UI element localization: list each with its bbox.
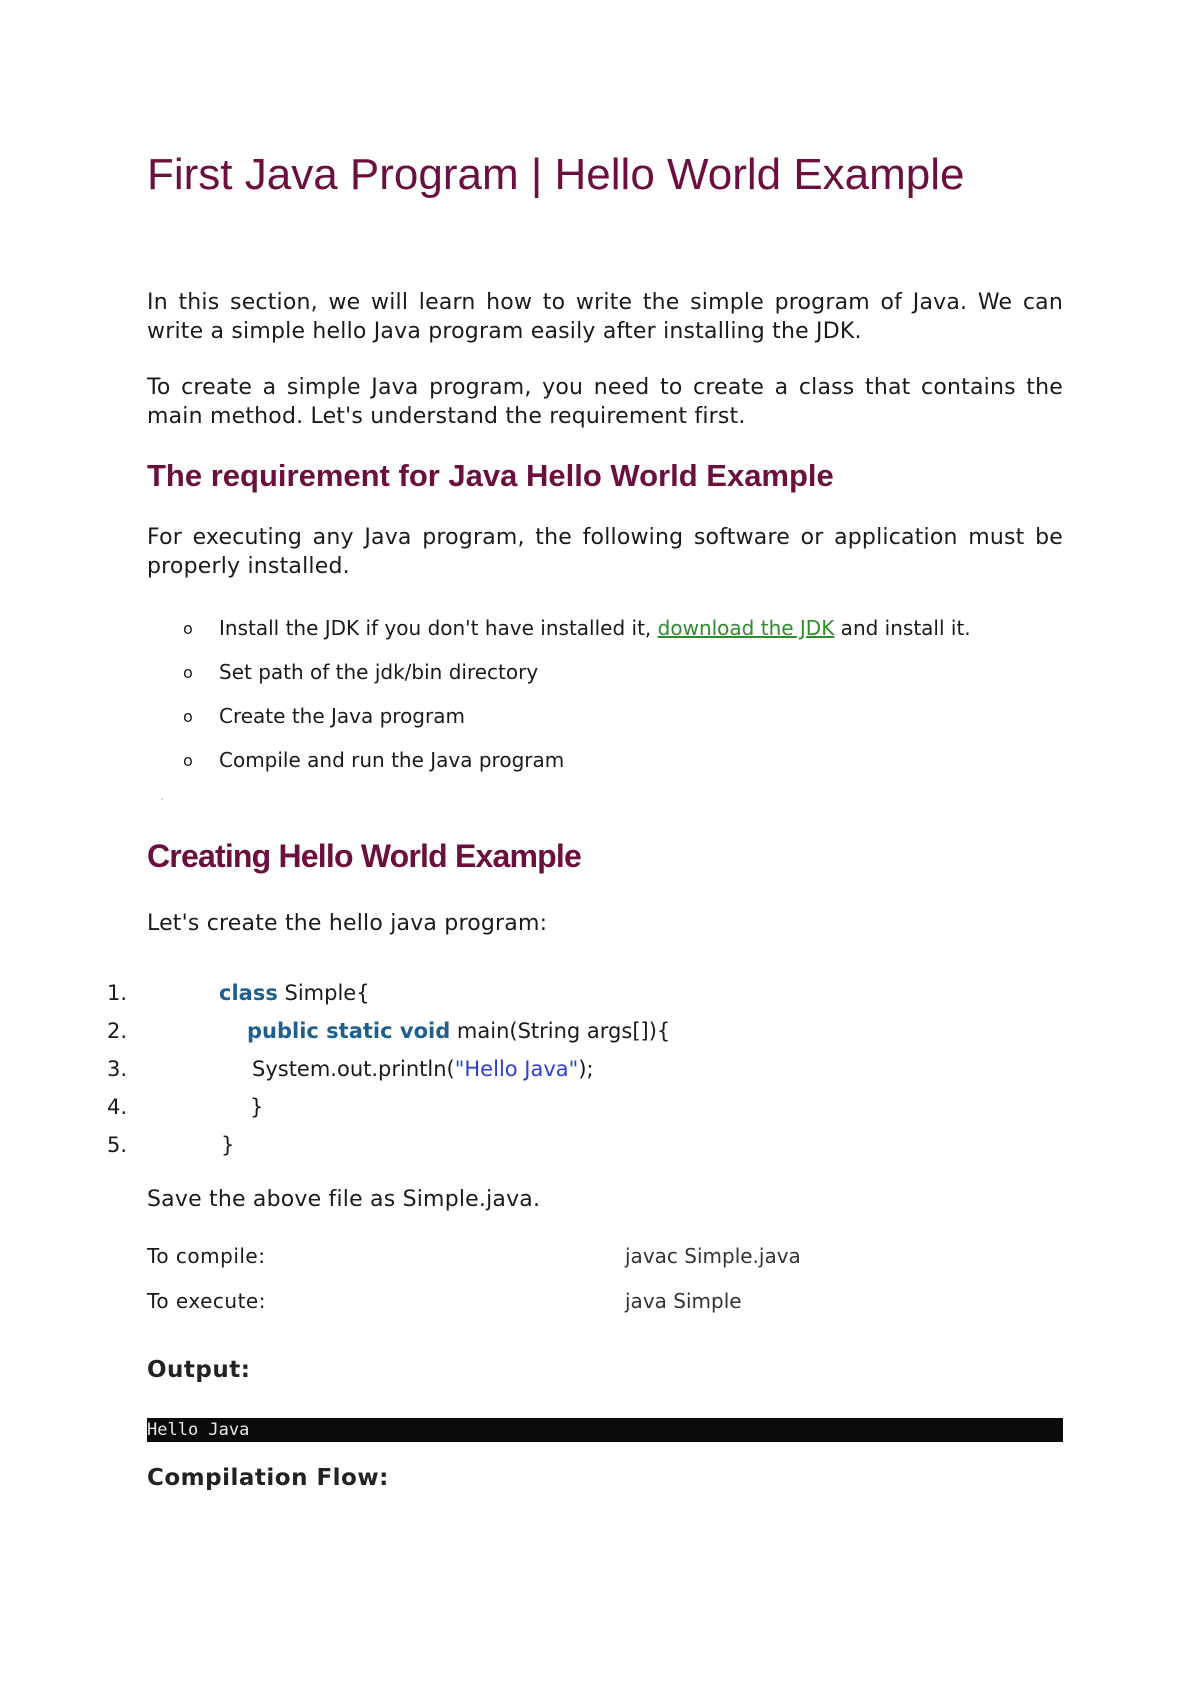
stray-mark bbox=[161, 798, 163, 800]
line-number: 4. bbox=[106, 1095, 127, 1119]
requirement-text: For executing any Java program, the following software or application must be properly installed. bbox=[147, 525, 1063, 579]
compile-command: javac Simple.java bbox=[625, 1244, 801, 1268]
compile-label: To compile: bbox=[147, 1244, 266, 1268]
requirement-heading: The requirement for Java Hello World Example bbox=[147, 458, 834, 493]
line-number: 1. bbox=[106, 981, 127, 1005]
execute-row bbox=[147, 1286, 1063, 1316]
list-item-text: Compile and run the Java program bbox=[219, 748, 565, 772]
code-text: } bbox=[250, 1095, 264, 1119]
code-keyword: public static void bbox=[247, 1019, 451, 1043]
code-text: System.out.println( bbox=[252, 1057, 455, 1081]
bullet-marker: o bbox=[183, 663, 193, 682]
bullet-marker: o bbox=[183, 619, 193, 638]
code-text: ); bbox=[578, 1057, 594, 1081]
list-item-text: Set path of the jdk/bin directory bbox=[219, 660, 539, 684]
output-heading: Output: bbox=[147, 1357, 251, 1383]
page-title: First Java Program | Hello World Example bbox=[147, 150, 965, 199]
output-console: Hello Java bbox=[147, 1418, 1063, 1442]
line-number: 3. bbox=[106, 1057, 127, 1081]
execute-label: To execute: bbox=[147, 1289, 266, 1313]
download-jdk-link[interactable]: download the JDK bbox=[657, 616, 835, 640]
compile-row bbox=[147, 1241, 1063, 1271]
list-item-text: Install the JDK if you don't have installed it, bbox=[219, 616, 658, 640]
intro-paragraph-1: In this section, we will learn how to write the simple program of Java. We can write a simple hello Java program easily after installing the JDK. bbox=[147, 290, 1063, 344]
code-text: } bbox=[221, 1133, 235, 1157]
creating-heading: Creating Hello World Example bbox=[147, 838, 581, 874]
list-item-text-tail: and install it. bbox=[834, 616, 971, 640]
code-text: Simple{ bbox=[277, 981, 370, 1005]
bullet-marker: o bbox=[183, 751, 193, 770]
save-note: Save the above file as Simple.java. bbox=[147, 1187, 541, 1212]
line-number: 2. bbox=[106, 1019, 127, 1043]
compilation-flow-heading: Compilation Flow: bbox=[147, 1465, 389, 1491]
code-string: "Hello Java" bbox=[454, 1057, 579, 1081]
creating-text: Let's create the hello java program: bbox=[147, 911, 548, 936]
line-number: 5. bbox=[106, 1133, 127, 1157]
intro-paragraph-2: To create a simple Java program, you need to create a class that contains the main method. Let's understand the requirement first. bbox=[147, 375, 1063, 429]
bullet-marker: o bbox=[183, 707, 193, 726]
code-text: main(String args[]){ bbox=[450, 1019, 671, 1043]
execute-command: java Simple bbox=[625, 1289, 742, 1313]
code-keyword: class bbox=[219, 981, 278, 1005]
list-item-text: Create the Java program bbox=[219, 704, 465, 728]
